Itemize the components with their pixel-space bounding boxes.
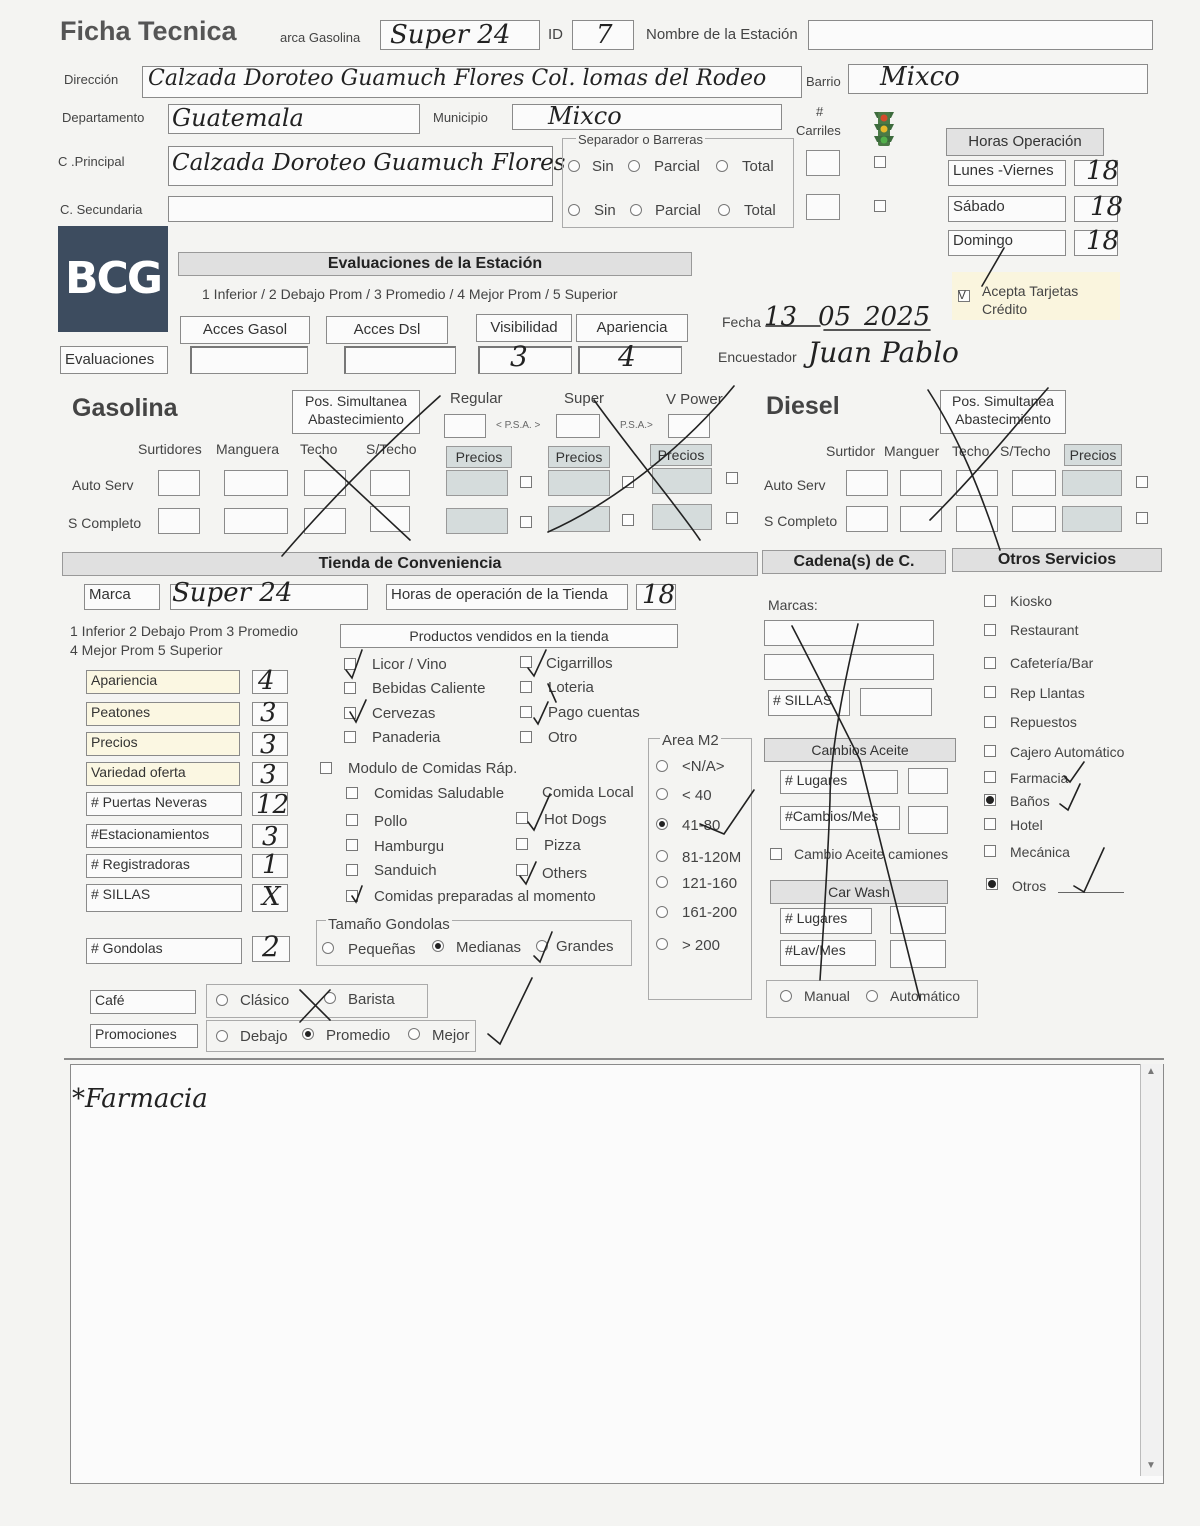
gasolina-techo-header: Techo [300,441,338,457]
precios-vpower-header [650,444,712,466]
area-group [648,738,752,1000]
precios-regular-header [446,446,512,468]
domingo-label: Domingo [948,230,1066,256]
dsl-as-techo[interactable] [956,470,998,496]
lavado-manual-label: Manual [804,988,850,1004]
cambios-mes-field[interactable] [908,806,948,834]
tarjetas-label-1: Acepta Tarjetas [982,283,1079,299]
otros-otros-line [1058,892,1124,893]
encuestador-label: Encuestador [718,349,797,365]
producto-otro-check[interactable] [520,731,532,743]
precios-regular-text: Precios [455,449,503,465]
fecha-day: 13 [764,302,798,332]
otros-mecanica-check[interactable] [984,845,996,857]
regular-field[interactable] [444,414,486,438]
producto-cervezas-check[interactable] [344,707,356,719]
otros-kiosko-check[interactable] [984,595,996,607]
carriles-field-1[interactable] [806,150,840,176]
dsl-sc-check[interactable] [1136,512,1148,524]
gas-as-techo[interactable] [304,470,346,496]
otros-hotel-label: Hotel [1010,817,1043,833]
sabado-value: 18 [1090,192,1124,222]
otros-rep-llantas-label: Rep Llantas [1010,685,1085,701]
otros-restaurant-label: Restaurant [1010,622,1079,638]
area-161-200-label: 161-200 [682,904,738,921]
producto-panaderia-label: Panaderia [372,729,441,746]
csecundaria-field[interactable] [168,196,553,222]
lavado-manual-radio[interactable] [780,990,792,1002]
vpower-label: V Power [666,391,723,408]
otros-kiosko-label: Kiosko [1010,593,1053,609]
gasolina-pos-simultanea [292,390,420,434]
notes-scrollbar[interactable] [1140,1064,1163,1476]
horas-operacion-header: Horas Operación [946,128,1104,156]
separador1-sin-label: Sin [592,158,614,175]
cprincipal-label: C .Principal [58,154,125,169]
comida-hotdogs-label: Hot Dogs [544,811,607,828]
productos-vendidos-header: Productos vendidos en la tienda [340,624,678,648]
comida-hamburgu-label: Hamburgu [374,838,445,855]
rating-label-precios: Precios [86,732,240,756]
vpower-field[interactable] [668,414,710,438]
nombre-estacion-field[interactable] [808,20,1153,50]
comida-hamburgu-check[interactable] [346,839,358,851]
producto-pago-check[interactable] [520,706,532,718]
rating-label-apariencia: Apariencia [86,670,240,694]
barrio-value: Mixco [880,62,960,92]
gasolina-stecho-header: S/Techo [366,441,417,457]
comida-local-label: Comida Local [542,784,634,801]
comida-sanduich-check[interactable] [346,864,358,876]
gas-sc-check-vpower[interactable] [726,512,738,524]
tienda-marca-label: Marca [84,584,160,610]
producto-licor-label: Licor / Vino [372,656,447,673]
encuestador-value: Juan Pablo [808,336,959,369]
gasolina-pos-sim-line2: Abastecimiento [308,411,404,427]
comida-pizza-check[interactable] [516,838,528,850]
cambio-camiones-check[interactable] [770,848,782,860]
gas-as-check-super[interactable] [622,476,634,488]
area-na-radio[interactable] [656,760,668,772]
rating-value-sillas: X [262,882,281,912]
promociones-label: Promociones [90,1024,198,1048]
cambios-lugares-label: # Lugares [780,770,898,794]
fecha-label: Fecha [722,314,761,330]
precios-vpower-text: Precios [657,447,705,463]
gasolina-s-completo-label: S Completo [68,515,142,531]
fecha-month: 05 [818,302,852,332]
acces-dsl-field[interactable] [344,346,456,374]
cadena-sillas-label: # SILLAS [768,690,850,716]
cafe-clasico-label: Clásico [240,992,290,1009]
dsl-sc-precio[interactable] [1062,506,1122,532]
lav-mes-field[interactable] [890,940,946,968]
tarjetas-label-2: Crédito [982,301,1028,317]
notes-text: *Farmacia [72,1084,208,1114]
otros-cafeteria-check[interactable] [984,657,996,669]
carriles-field-2[interactable] [806,194,840,220]
promociones-mejor-label: Mejor [432,1027,470,1044]
evaluaciones-scale: 1 Inferior / 2 Debajo Prom / 3 Promedio / 4 Mejor Prom / 5 Superior [202,286,618,302]
area-121-160-radio[interactable] [656,876,668,888]
otros-restaurant-check[interactable] [984,624,996,636]
gas-sc-techo[interactable] [304,508,346,534]
otros-cajero-label: Cajero Automático [1010,744,1125,760]
gas-as-precio-super[interactable] [548,470,610,496]
gas-sc-surtidores[interactable] [158,508,200,534]
separador1-parcial-radio[interactable] [628,160,640,172]
super-label: Super [564,390,605,407]
rating-label-peatones: Peatones [86,702,240,726]
notes-textarea[interactable] [70,1064,1164,1484]
rating-value-estacionamientos: 3 [262,822,279,852]
area-121-160-label: 121-160 [682,875,738,892]
producto-otro-label: Otro [548,729,578,746]
departamento-label: Departamento [62,110,145,125]
gasolina-title: Gasolina [72,394,178,422]
car-wash-header: Car Wash [770,880,948,904]
gas-as-precio-vpower[interactable] [652,468,712,494]
otros-servicios-title: Otros Servicios [952,548,1162,572]
cafe-clasico-radio[interactable] [216,994,228,1006]
tienda-scale-2: 4 Mejor Prom 5 Superior [70,642,223,658]
carriles-check-1[interactable] [874,156,886,168]
cafe-barista-label: Barista [348,991,395,1008]
otros-farmacia-label: Farmacia [1010,770,1069,786]
visibilidad-label: Visibilidad [476,314,572,342]
rating-label-estacionamientos: #Estacionamientos [86,824,242,848]
comida-preparadas-label: Comidas preparadas al momento [374,888,596,905]
super-field[interactable] [556,414,600,438]
comida-preparadas-check[interactable] [346,890,358,902]
dsl-sc-techo[interactable] [956,506,998,532]
area-81-120-radio[interactable] [656,850,668,862]
diesel-precios-header [1064,444,1122,466]
rating-label-sillas: # SILLAS [86,884,242,912]
rating-value-precios: 3 [260,730,277,760]
separador1-sin-radio[interactable] [568,160,580,172]
scroll-down-icon[interactable]: ▼ [1146,1460,1156,1471]
gasolina-pos-sim-line1: Pos. Simultanea [305,393,407,409]
diesel-pos-sim-line1: Pos. Simultanea [952,393,1054,409]
marcas-field-1[interactable] [764,620,934,646]
otros-mecanica-label: Mecánica [1010,844,1070,860]
separador-label: Separador o Barreras [578,132,704,147]
promociones-debajo-radio[interactable] [216,1030,228,1042]
modulo-comidas-label: Modulo de Comidas Ráp. [348,760,518,777]
separador2-total-radio[interactable] [718,204,730,216]
area-gt200-label: > 200 [682,937,720,954]
comida-pollo-check[interactable] [346,814,358,826]
dsl-as-stecho[interactable] [1012,470,1056,496]
otros-otros-check[interactable] [986,878,998,890]
producto-loteria-check[interactable] [520,681,532,693]
area-title: Area M2 [662,732,719,749]
cafe-barista-radio[interactable] [324,992,336,1004]
apariencia-label: Apariencia [576,314,688,342]
dsl-sc-stecho[interactable] [1012,506,1056,532]
apariencia-value: 4 [618,340,636,373]
cambios-lugares-field[interactable] [908,768,948,794]
rating-label-variedad: Variedad oferta [86,762,240,786]
pequenas-radio[interactable] [322,942,334,954]
otros-cafeteria-label: Cafetería/Bar [1010,655,1094,671]
producto-panaderia-check[interactable] [344,731,356,743]
diesel-stecho-header: S/Techo [1000,443,1051,459]
gas-as-check-regular[interactable] [520,476,532,488]
id-value: 7 [596,20,613,50]
rating-value-puertas: 12 [256,790,290,820]
comida-pizza-label: Pizza [544,837,581,854]
tienda-horas-label: Horas de operación de la Tienda [386,584,628,610]
page-title: Ficha Tecnica [60,16,237,46]
grandes-label: Grandes [556,938,614,955]
diesel-auto-serv-label: Auto Serv [764,477,826,493]
gas-sc-precio-regular[interactable] [446,508,508,534]
gas-sc-check-regular[interactable] [520,516,532,528]
area-lt40-radio[interactable] [656,788,668,800]
cafe-label: Café [90,990,196,1014]
psa-regular: < P.S.A. > [496,420,541,431]
cambio-camiones-label: Cambio Aceite camiones [794,846,949,862]
acces-gasol-field[interactable] [190,346,308,374]
fecha-year: 2025 [864,302,931,332]
gas-as-surtidores[interactable] [158,470,200,496]
id-label: ID [548,26,563,43]
rating-label-puertas: # Puertas Neveras [86,792,242,816]
lav-mes-label: #Lav/Mes [780,940,876,966]
gas-as-precio-regular[interactable] [446,470,508,496]
gas-sc-check-super[interactable] [622,514,634,526]
gasolina-auto-serv-label: Auto Serv [72,477,134,493]
producto-bebidas-label: Bebidas Caliente [372,680,486,697]
medianas-label: Medianas [456,939,522,956]
tamano-gondolas-label: Tamaño Gondolas [328,916,450,933]
promociones-promedio-radio[interactable] [302,1028,314,1040]
precios-super-text: Precios [555,449,603,465]
comida-saludable-check[interactable] [346,787,358,799]
gas-sc-precio-vpower[interactable] [652,504,712,530]
csecundaria-label: C. Secundaria [60,202,143,217]
otros-rep-llantas-check[interactable] [984,686,996,698]
producto-cigarrillos-label: Cigarrillos [546,655,613,672]
separador2-parcial-radio[interactable] [630,204,642,216]
tienda-scale-1: 1 Inferior 2 Debajo Prom 3 Promedio [70,623,298,639]
departamento-value: Guatemala [172,104,304,132]
producto-cigarrillos-check[interactable] [520,656,532,668]
area-lt40-label: < 40 [682,787,712,804]
acces-gasol-label: Acces Gasol [180,316,310,344]
otros-banos-check[interactable] [984,794,996,806]
lunes-viernes-label: Lunes -Viernes [948,160,1066,186]
cprincipal-value: Calzada Doroteo Guamuch Flores [172,150,566,176]
rating-value-registradoras: 1 [262,850,279,880]
domingo-value: 18 [1086,226,1120,256]
gas-sc-manguera[interactable] [224,508,288,534]
gondolas-value: 2 [262,930,280,963]
pequenas-label: Pequeñas [348,941,416,958]
gas-sc-precio-super[interactable] [548,506,610,532]
acces-dsl-label: Acces Dsl [326,316,448,344]
cambios-mes-label: #Cambios/Mes [780,806,900,830]
lunes-viernes-value: 18 [1086,156,1120,186]
dsl-as-precio[interactable] [1062,470,1122,496]
dsl-sc-surtidor[interactable] [846,506,888,532]
comida-saludable-label: Comidas Saludable [374,785,505,802]
diesel-title: Diesel [766,392,840,420]
producto-cervezas-label: Cervezas [372,705,436,722]
tienda-horas-value: 18 [642,580,676,610]
separador2-sin-radio[interactable] [568,204,580,216]
visibilidad-value: 3 [510,340,528,373]
carriles-hash: # [816,104,824,119]
diesel-surtidor-header: Surtidor [826,443,876,459]
lavado-automatico-label: Automático [890,988,961,1004]
cadena-title: Cadena(s) de C. [762,550,946,574]
modulo-comidas-check[interactable] [320,762,332,774]
separador2-sin-label: Sin [594,202,616,219]
dsl-sc-manguer[interactable] [900,506,942,532]
notes-top-rule [64,1058,1164,1060]
producto-loteria-label: Loteria [548,679,594,696]
diesel-precios-text: Precios [1069,447,1117,463]
marca-gasolina-label: arca Gasolina [280,30,361,45]
carriles-label: Carriles [796,123,841,138]
bcg-logo: BCG [58,226,168,332]
otros-repuestos-label: Repuestos [1010,714,1077,730]
direccion-value: Calzada Doroteo Guamuch Flores Col. lomas del Rodeo [148,66,767,91]
separador1-parcial-label: Parcial [654,158,700,175]
area-161-200-radio[interactable] [656,906,668,918]
rating-value-peatones: 3 [260,698,277,728]
gasolina-manguera-header: Manguera [216,441,280,457]
precios-super-header [548,446,610,468]
scroll-up-icon[interactable]: ▲ [1146,1066,1156,1077]
dsl-as-manguer[interactable] [900,470,942,496]
separador1-total-label: Total [742,158,774,175]
tarjetas-mark: V [958,288,967,302]
tienda-marca-value: Super 24 [172,578,293,608]
cadena-sillas-field[interactable] [860,688,932,716]
direccion-label: Dirección [64,72,119,87]
otros-farmacia-check[interactable] [984,771,996,783]
lavado-automatico-radio[interactable] [866,990,878,1002]
rating-value-variedad: 3 [260,760,277,790]
separador2-total-label: Total [744,202,776,219]
gas-as-manguera[interactable] [224,470,288,496]
comida-sanduich-label: Sanduich [374,862,437,879]
otros-hotel-check[interactable] [984,818,996,830]
psa-super: P.S.A.> [620,420,653,431]
marcas-field-2[interactable] [764,654,934,680]
promociones-mejor-radio[interactable] [408,1028,420,1040]
marca-gasolina-value: Super 24 [390,20,511,50]
dsl-as-surtidor[interactable] [846,470,888,496]
promociones-promedio-label: Promedio [326,1027,391,1044]
area-41-80-radio[interactable] [656,818,668,830]
marcas-label: Marcas: [768,597,818,613]
carwash-lugares-label: # Lugares [780,908,872,934]
comida-hotdogs-check[interactable] [516,812,528,824]
rating-label-registradoras: # Registradoras [86,854,242,878]
gas-as-check-vpower[interactable] [726,472,738,484]
promociones-debajo-label: Debajo [240,1028,288,1045]
area-na-label: <N/A> [682,758,725,775]
otros-banos-label: Baños [1010,793,1050,809]
gas-as-stecho[interactable] [370,470,410,496]
gondolas-label: # Gondolas [86,938,242,964]
area-gt200-radio[interactable] [656,938,668,950]
diesel-pos-sim-line2: Abastecimiento [955,411,1051,427]
dsl-as-check[interactable] [1136,476,1148,488]
diesel-techo-header: Techo [952,443,990,459]
traffic-light-icon [872,108,896,148]
regular-label: Regular [450,390,503,407]
producto-bebidas-check[interactable] [344,682,356,694]
evaluaciones-label: Evaluaciones [60,346,168,374]
gas-sc-stecho[interactable] [370,506,410,532]
diesel-s-completo-label: S Completo [764,513,838,529]
comida-others-label: Others [542,865,588,882]
medianas-radio[interactable] [432,940,444,952]
area-81-120-label: 81-120M [682,849,742,866]
diesel-pos-simultanea [940,390,1066,434]
separador1-total-radio[interactable] [716,160,728,172]
municipio-value: Mixco [548,102,622,130]
comida-pollo-label: Pollo [374,813,408,830]
nombre-estacion-label: Nombre de la Estación [646,26,798,43]
tienda-title: Tienda de Conveniencia [62,552,758,576]
otros-cajero-check[interactable] [984,745,996,757]
carriles-check-2[interactable] [874,200,886,212]
carwash-lugares-field[interactable] [890,906,946,934]
producto-licor-check[interactable] [344,658,356,670]
sabado-label: Sábado [948,196,1066,222]
barrio-label: Barrio [806,74,841,89]
diesel-manguer-header: Manguer [884,443,940,459]
gasolina-surtidores-header: Surtidores [138,441,202,457]
evaluaciones-title: Evaluaciones de la Estación [178,252,692,276]
otros-otros-label: Otros [1012,878,1047,894]
cambios-aceite-header: Cambios Aceite [764,738,956,762]
rating-value-apariencia: 4 [258,666,275,696]
municipio-label: Municipio [433,110,488,125]
grandes-radio[interactable] [536,940,548,952]
separador2-parcial-label: Parcial [655,202,701,219]
comida-others-check[interactable] [516,864,528,876]
otros-repuestos-check[interactable] [984,716,996,728]
area-41-80-label: 41-80 [682,817,721,834]
producto-pago-label: Pago cuentas [548,704,640,721]
